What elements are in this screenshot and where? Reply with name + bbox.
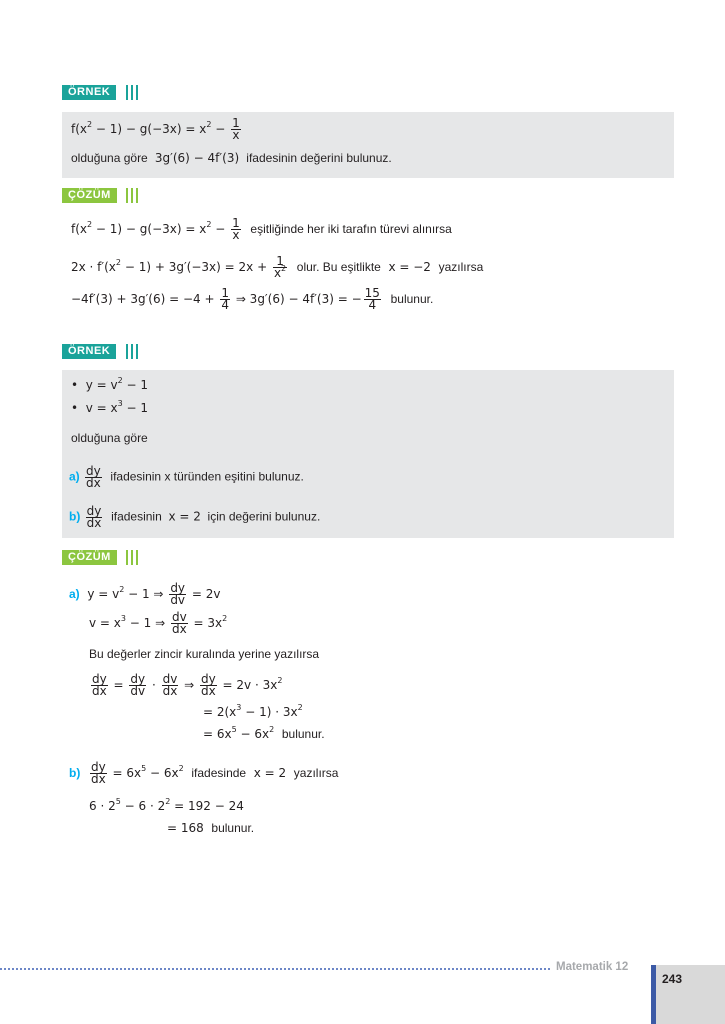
tag-stripes	[126, 188, 140, 203]
solution-a-chain-1: $\frac{dy}{dx}$ = $\frac{dy}{dv}$ · $\frac{dv}{dx}$ ⇒ $\frac{dy}{dx}$ = $2v \cdot 3x^2$	[92, 672, 283, 698]
example-condition: olduğuna göre	[71, 431, 148, 445]
solution-tag: ÇÖZÜM	[62, 550, 117, 565]
solution-a-chain-2: = $2(x^3 - 1) \cdot 3x^2$	[203, 703, 303, 719]
bullet-item: • $v = x^3 - 1$	[71, 399, 149, 415]
solution-a-line-2: $v = x^3 - 1$ ⇒ $\frac{dv}{dx}$ = $3x^2$	[89, 610, 228, 636]
example-question: olduğuna göre 3g′(6) − 4f′(3) ifadesinin değerini bulunuz.	[71, 151, 392, 165]
part-b: b) $\frac{dy}{dx}$ ifadesinin x = 2 için değerini bulunuz.	[69, 504, 321, 530]
footer-divider	[0, 968, 550, 970]
solution-b-line-1: b) $\frac{dy}{dx}$ = $6x^5 - 6x^2$ ifadesinde x = 2 yazılırsa	[69, 760, 339, 786]
solution-line-3: −4f′(3) + 3g′(6) = −4 + $\frac{1}{4}$ ⇒ 3g′(6) − 4f′(3) = − $\frac{15}{4}$ bulunur.	[71, 286, 434, 312]
solution-b-calc-2: = 168 bulunur.	[167, 821, 255, 835]
solution-line-1: $f(x^2 - 1) - g(-3x) = x^2$ − $\frac{1}{x}$ eşitliğinde her iki tarafın türevi alınırsa	[71, 216, 452, 242]
book-title: Matematik 12	[556, 961, 629, 973]
example-equation: $f(x^2 - 1) - g(-3x) = x^2$ − $\frac{1}{x}$	[71, 116, 240, 142]
tag-stripes	[126, 344, 140, 359]
page-number: 243	[662, 972, 683, 986]
tag-stripes	[126, 550, 140, 565]
page-number-bar	[651, 965, 656, 1024]
tag-stripes	[126, 85, 140, 100]
solution-line-2: $2x \cdot f'(x^2 - 1) + 3g'(-3x) = 2x$ + $\frac{1}{x^2}$ olur. Bu eşitlikte x = −2 yazılırsa	[71, 254, 484, 280]
bullet-item: • $y = v^2 - 1$	[71, 376, 149, 392]
example-tag: ÖRNEK	[62, 344, 116, 359]
solution-a-chain-3: = $6x^5 - 6x^2$ bulunur.	[203, 725, 325, 741]
solution-a-line-1: a) $y = v^2 - 1$ ⇒ $\frac{dy}{dv}$ = 2v	[69, 581, 221, 607]
part-a: a) $\frac{dy}{dx}$ ifadesinin x türünden eşitini bulunuz.	[69, 464, 304, 490]
solution-a-text: Bu değerler zincir kuralında yerine yazılırsa	[89, 647, 320, 661]
solution-tag: ÇÖZÜM	[62, 188, 117, 203]
solution-b-calc-1: $6 \cdot 2^5 - 6 \cdot 2^2 = 192 - 24$	[89, 797, 244, 813]
example-tag: ÖRNEK	[62, 85, 116, 100]
